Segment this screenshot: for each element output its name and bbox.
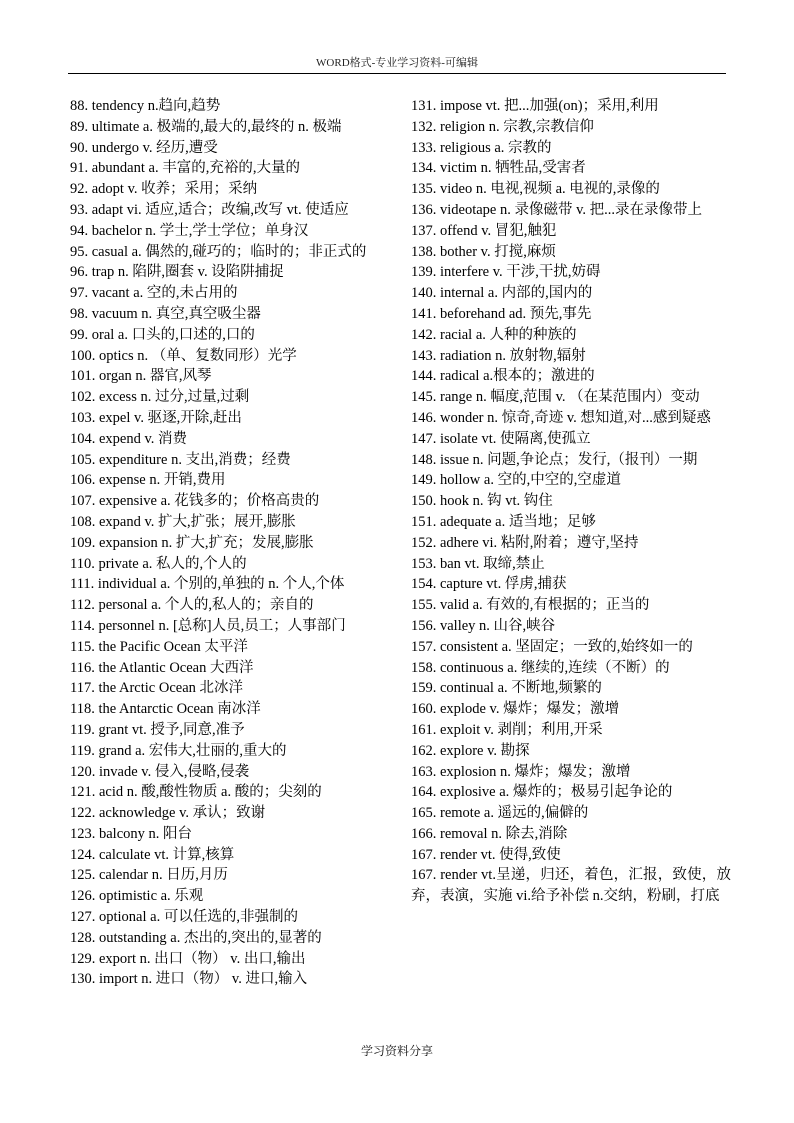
vocab-entry: 117. the Arctic Ocean 北冰洋 bbox=[70, 680, 244, 697]
vocab-entry: 148. issue n. 问题,争论点；发行,（报刊）一期 bbox=[411, 451, 698, 468]
vocab-entry: 146. wonder n. 惊奇,奇迹 v. 想知道,对...感到疑惑 bbox=[411, 409, 711, 426]
vocab-entry: 130. import n. 进口（物） v. 进口,输入 bbox=[70, 971, 308, 988]
left-column bbox=[70, 96, 394, 990]
vocab-entry: 162. explore v. 勘探 bbox=[411, 742, 530, 759]
vocab-entry: 144. radical a.根本的；激进的 bbox=[411, 368, 595, 385]
vocab-entry: 137. offend v. 冒犯,触犯 bbox=[411, 222, 557, 239]
vocab-entry: 112. personal a. 个人的,私人的；亲自的 bbox=[70, 597, 314, 614]
vocab-entry: 118. the Antarctic Ocean 南冰洋 bbox=[70, 701, 261, 718]
vocab-entry: 163. explosion n. 爆炸；爆发；激增 bbox=[411, 763, 631, 780]
vocab-entry: 120. invade v. 侵入,侵略,侵袭 bbox=[70, 763, 250, 780]
vocab-entry: 119. grand a. 宏伟大,壮丽的,重大的 bbox=[70, 742, 287, 759]
vocab-entry: 152. adhere vi. 粘附,附着；遵守,坚持 bbox=[411, 534, 639, 551]
vocab-entry: 105. expenditure n. 支出,消费；经费 bbox=[70, 451, 291, 468]
vocab-entry: 123. balcony n. 阳台 bbox=[70, 825, 193, 842]
right-column bbox=[411, 96, 731, 907]
vocab-entry: 142. racial a. 人种的种族的 bbox=[411, 326, 577, 343]
vocab-entry: 138. bother v. 打搅,麻烦 bbox=[411, 243, 556, 260]
vocab-entry: 115. the Pacific Ocean 太平洋 bbox=[70, 638, 248, 655]
header-rule bbox=[68, 73, 726, 74]
vocab-entry: 153. ban vt. 取缔,禁止 bbox=[411, 555, 545, 572]
vocab-entry: 147. isolate vt. 使隔离,使孤立 bbox=[411, 430, 591, 447]
vocab-entry: 167. render vt.呈递，归还，着色，汇报，致使，放弃，表演，实施 vi.给予补偿 n.交纳，粉刷，打底 bbox=[411, 867, 731, 905]
vocab-entry: 100. optics n. （单、复数同形）光学 bbox=[70, 347, 297, 364]
vocab-entry: 124. calculate vt. 计算,核算 bbox=[70, 846, 235, 863]
vocab-entry: 116. the Atlantic Ocean 大西洋 bbox=[70, 659, 254, 676]
vocab-entry: 164. explosive a. 爆炸的；极易引起争论的 bbox=[411, 784, 673, 801]
vocab-entry: 132. religion n. 宗教,宗教信仰 bbox=[411, 118, 594, 135]
vocab-entry: 154. capture vt. 俘虏,捕获 bbox=[411, 576, 567, 593]
vocab-entry: 167. render vt. 使得,致使 bbox=[411, 846, 561, 863]
vocab-entry: 161. exploit v. 剥削；利用,开采 bbox=[411, 721, 603, 738]
vocab-entry: 95. casual a. 偶然的,碰巧的；临时的；非正式的 bbox=[70, 243, 367, 260]
vocab-entry: 98. vacuum n. 真空,真空吸尘器 bbox=[70, 305, 261, 322]
vocab-entry: 93. adapt vi. 适应,适合；改编,改写 vt. 使适应 bbox=[70, 201, 349, 218]
vocab-entry: 92. adopt v. 收养；采用；采纳 bbox=[70, 181, 258, 198]
page-header: WORD格式-专业学习资料-可编辑 bbox=[316, 57, 478, 69]
vocab-entry: 99. oral a. 口头的,口述的,口的 bbox=[70, 326, 255, 343]
vocab-entry: 151. adequate a. 适当地；足够 bbox=[411, 513, 596, 530]
vocab-entry: 91. abundant a. 丰富的,充裕的,大量的 bbox=[70, 160, 300, 177]
vocab-entry: 102. excess n. 过分,过量,过剩 bbox=[70, 389, 250, 406]
vocab-entry: 141. beforehand ad. 预先,事先 bbox=[411, 305, 592, 322]
vocab-entry: 96. trap n. 陷阱,圈套 v. 设陷阱捕捉 bbox=[70, 264, 284, 281]
vocab-entry: 157. consistent a. 坚固定；一致的,始终如一的 bbox=[411, 638, 693, 655]
vocab-entry: 109. expansion n. 扩大,扩充；发展,膨胀 bbox=[70, 534, 314, 551]
vocab-entry: 133. religious a. 宗教的 bbox=[411, 139, 552, 156]
vocab-entry: 160. explode v. 爆炸；爆发；激增 bbox=[411, 701, 620, 718]
vocab-entry: 126. optimistic a. 乐观 bbox=[70, 888, 204, 905]
vocab-entry: 136. videotape n. 录像磁带 v. 把...录在录像带上 bbox=[411, 201, 703, 218]
vocab-entry: 165. remote a. 遥远的,偏僻的 bbox=[411, 805, 589, 822]
vocab-entry: 111. individual a. 个别的,单独的 n. 个人,个体 bbox=[70, 576, 345, 593]
vocab-entry: 122. acknowledge v. 承认；致谢 bbox=[70, 805, 266, 822]
vocab-entry: 159. continual a. 不断地,频繁的 bbox=[411, 680, 602, 697]
vocab-entry: 128. outstanding a. 杰出的,突出的,显著的 bbox=[70, 929, 322, 946]
vocab-entry: 90. undergo v. 经历,遭受 bbox=[70, 139, 218, 156]
vocab-entry: 104. expend v. 消费 bbox=[70, 430, 188, 447]
vocab-entry: 127. optional a. 可以任选的,非强制的 bbox=[70, 909, 298, 926]
vocab-entry: 150. hook n. 钩 vt. 钩住 bbox=[411, 493, 553, 510]
vocab-entry: 145. range n. 幅度,范围 v. （在某范围内）变动 bbox=[411, 389, 700, 406]
vocab-entry: 156. valley n. 山谷,峡谷 bbox=[411, 617, 556, 634]
vocab-entry: 110. private a. 私人的,个人的 bbox=[70, 555, 247, 572]
vocab-entry: 134. victim n. 牺牲品,受害者 bbox=[411, 160, 586, 177]
vocab-entry: 108. expand v. 扩大,扩张；展开,膨胀 bbox=[70, 513, 296, 530]
vocab-entry: 119. grant vt. 授予,同意,准予 bbox=[70, 721, 245, 738]
vocab-entry: 135. video n. 电视,视频 a. 电视的,录像的 bbox=[411, 181, 660, 198]
vocab-entry: 97. vacant a. 空的,未占用的 bbox=[70, 285, 238, 302]
vocab-entry: 114. personnel n. [总称]人员,员工；人事部门 bbox=[70, 617, 346, 634]
vocab-entry: 149. hollow a. 空的,中空的,空虚道 bbox=[411, 472, 621, 489]
vocab-entry: 94. bachelor n. 学士,学士学位；单身汉 bbox=[70, 222, 309, 239]
vocab-entry: 88. tendency n.趋向,趋势 bbox=[70, 98, 221, 114]
vocab-entry: 121. acid n. 酸,酸性物质 a. 酸的；尖刻的 bbox=[70, 784, 322, 801]
vocab-entry: 107. expensive a. 花钱多的；价格高贵的 bbox=[70, 493, 320, 510]
vocab-entry: 143. radiation n. 放射物,辐射 bbox=[411, 347, 586, 364]
vocab-entry: 139. interfere v. 干涉,干扰,妨碍 bbox=[411, 264, 601, 281]
vocab-entry: 103. expel v. 驱逐,开除,赶出 bbox=[70, 409, 242, 426]
vocab-entry: 155. valid a. 有效的,有根据的；正当的 bbox=[411, 597, 650, 614]
page-footer: 学习资料分享 bbox=[360, 1044, 433, 1058]
vocab-entry: 89. ultimate a. 极端的,最大的,最终的 n. 极端 bbox=[70, 118, 342, 135]
vocab-entry: 166. removal n. 除去,消除 bbox=[411, 825, 568, 842]
vocab-entry: 158. continuous a. 继续的,连续（不断）的 bbox=[411, 659, 670, 676]
vocab-entry: 140. internal a. 内部的,国内的 bbox=[411, 285, 593, 302]
vocab-entry: 131. impose vt. 把...加强(on)；采用,利用 bbox=[411, 98, 659, 114]
vocab-entry: 106. expense n. 开销,费用 bbox=[70, 472, 226, 489]
vocab-entry: 129. export n. 出口（物） v. 出口,输出 bbox=[70, 950, 306, 967]
vocab-entry: 125. calendar n. 日历,月历 bbox=[70, 867, 228, 884]
vocab-entry: 101. organ n. 器官,风琴 bbox=[70, 368, 212, 385]
